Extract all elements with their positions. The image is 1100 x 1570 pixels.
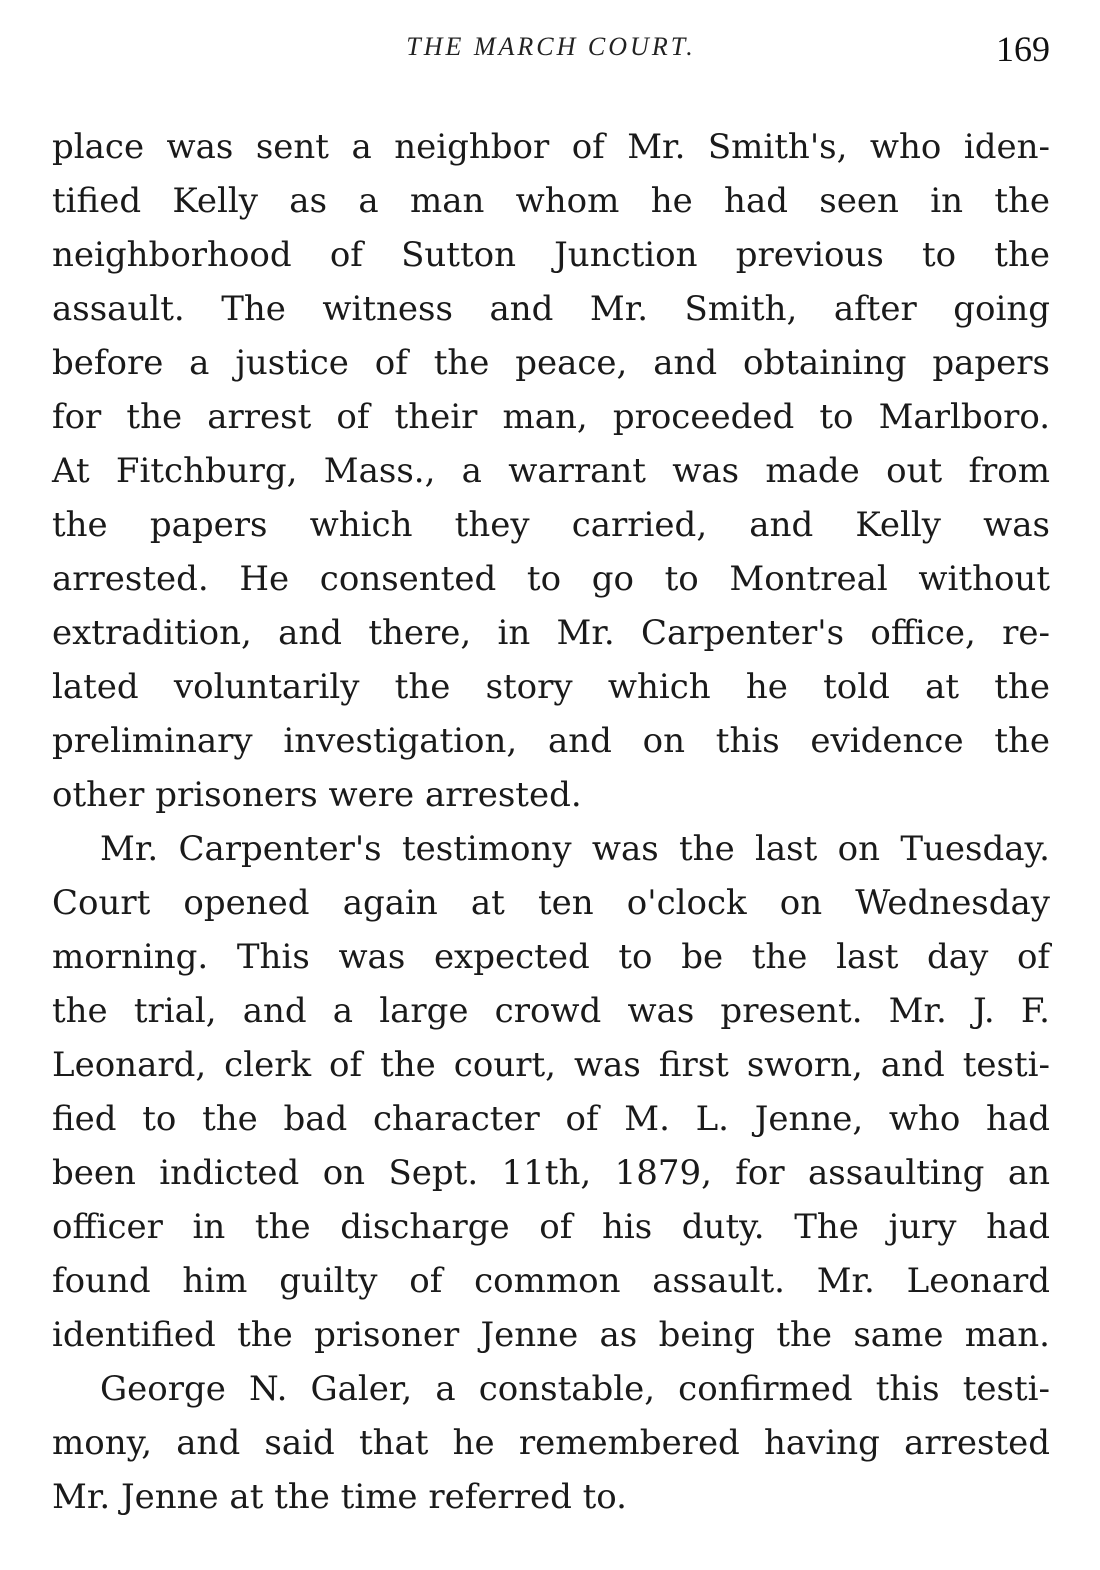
text-line: found him guilty of common assault. Mr. Leonard — [52, 1261, 1050, 1301]
text-line: other prisoners were arrested. — [52, 775, 582, 815]
text-line: Court opened again at ten o'clock on Wednesday — [52, 883, 1050, 923]
text-line: neighborhood of Sutton Junction previous to the — [52, 235, 1050, 275]
text-line: At Fitchburg, Mass., a warrant was made out from — [52, 451, 1050, 491]
text-line: for the arrest of their man, proceeded to Marlboro. — [52, 397, 1050, 437]
text-line: Mr. Carpenter's testimony was the last on Tuesday. — [100, 829, 1050, 869]
text-line: assault. The witness and Mr. Smith, after going — [52, 289, 1050, 329]
text-line: George N. Galer, a constable, confirmed this testi- — [100, 1369, 1050, 1409]
body-text — [52, 120, 1050, 1524]
text-line: place was sent a neighbor of Mr. Smith's, who iden- — [52, 127, 1050, 167]
text-line: been indicted on Sept. 11th, 1879, for assaulting an — [52, 1153, 1050, 1193]
text-line: lated voluntarily the story which he told at the — [52, 667, 1050, 707]
text-line: the papers which they carried, and Kelly was — [52, 505, 1050, 545]
text-line: extradition, and there, in Mr. Carpenter's office, re- — [52, 613, 1050, 653]
text-line: Mr. Jenne at the time referred to. — [52, 1477, 627, 1517]
paragraph-3 — [52, 1362, 1050, 1524]
paragraph-1 — [52, 120, 1050, 822]
text-line: fied to the bad character of M. L. Jenne, who had — [52, 1099, 1050, 1139]
paragraph-2 — [52, 822, 1050, 1362]
page-number: 169 — [996, 29, 1050, 69]
text-line: before a justice of the peace, and obtaining papers — [52, 343, 1050, 383]
text-line: identified the prisoner Jenne as being the same man. — [52, 1315, 1050, 1355]
text-line: tified Kelly as a man whom he had seen in the — [52, 181, 1050, 221]
text-line: preliminary investigation, and on this evidence the — [52, 721, 1050, 761]
running-title: THE MARCH COURT. — [406, 32, 696, 61]
text-line: officer in the discharge of his duty. The jury had — [52, 1207, 1050, 1247]
text-line: morning. This was expected to be the last day of — [52, 937, 1050, 977]
text-line: Leonard, clerk of the court, was first sworn, and testi- — [52, 1045, 1050, 1085]
running-head — [52, 28, 1050, 68]
text-line: arrested. He consented to go to Montreal without — [52, 559, 1050, 599]
text-line: the trial, and a large crowd was present. Mr. J. F. — [52, 991, 1050, 1031]
text-line: mony, and said that he remembered having arrested — [52, 1423, 1050, 1463]
